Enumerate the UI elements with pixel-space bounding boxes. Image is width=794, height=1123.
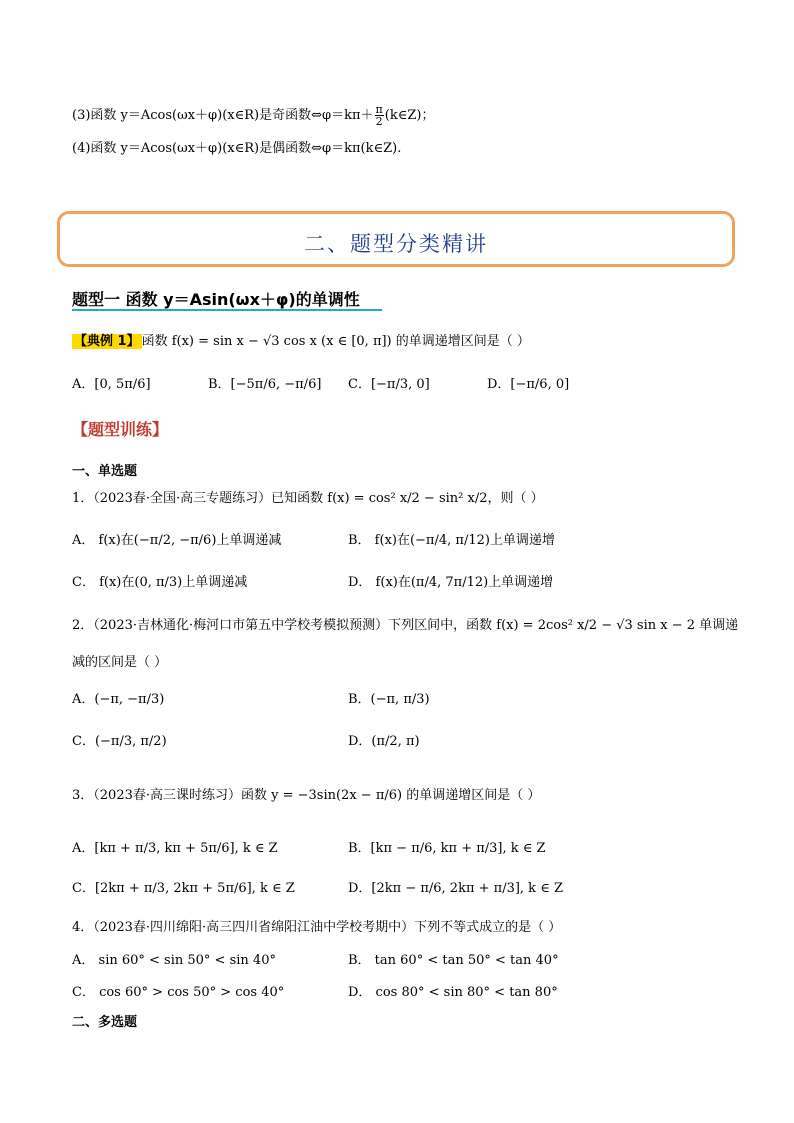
question-4-option-c: C． cos 60° > cos 50° > cos 40° [72,985,285,1000]
question-3-option-c: C．[2kπ + π/3, 2kπ + 5π/6], k ∈ Z [72,881,295,896]
property-line-3: (3)函数 y＝Acos(ωx＋φ)(x∈R)是奇函数⇔φ＝kπ＋ $\frac{\pi}{2}$ (k∈Z)； [72,103,435,128]
question-3-stem: 3．（2023春·高三课时练习）函数 y = −3sin(2x − π/6) 的单调递增区间是（ ） [72,788,541,803]
question-3-option-b: B．[kπ − π/6, kπ + π/3], k ∈ Z [348,841,546,856]
question-1-option-c: C． f(x)在(0, π/3)上单调递减 [72,575,248,590]
type-heading-underline [72,309,382,311]
single-choice-label: 一、单选题 [72,464,138,479]
question-1-stem: 1．（2023春·全国·高三专题练习）已知函数 f(x) = cos² x/2 − sin² x/2，则（ ） [72,491,544,506]
multi-choice-label: 二、多选题 [72,1015,138,1030]
question-2-option-b: B．(−π, π/3) [348,692,430,707]
example-1-stem: 【典例 1】 函数 f(x) = sin x − √3 cos x (x ∈ [0, π]) 的单调递增区间是（ ） [74,334,530,349]
question-2-stem-line-2: 减的区间是（ ） [72,655,168,670]
example-tag: 【典例 1】 [74,334,140,349]
training-label: 【题型训练】 [72,420,169,439]
question-4-stem: 4．（2023春·四川绵阳·高三四川省绵阳江油中学校考期中）下列不等式成立的是（ ） [72,920,562,935]
question-4-option-a: A． sin 60° < sin 50° < sin 40° [72,953,276,968]
question-2-option-c: C．(−π/3, π/2) [72,734,167,749]
example-1-option-c: C．[−π/3, 0] [348,377,430,392]
question-1-option-b: B． f(x)在(−π/4, π/12)上单调递增 [348,533,555,548]
property-line-4: (4)函数 y＝Acos(ωx＋φ)(x∈R)是偶函数⇔φ＝kπ(k∈Z). [72,141,402,156]
question-1-option-d: D． f(x)在(π/4, 7π/12)上单调递增 [348,575,554,590]
question-2-option-a: A．(−π, −π/3) [72,692,165,707]
type-heading: 题型一 函数 y＝Asin(ωx＋φ)的单调性 [72,290,360,309]
pi-over-2-fraction: $\frac{\pi}{2}$ [375,103,383,128]
question-1-option-a: A． f(x)在(−π/2, −π/6)上单调递减 [72,533,282,548]
question-3-option-d: D．[2kπ − π/6, 2kπ + π/3], k ∈ Z [348,881,563,896]
section-title: 二、题型分类精讲 [304,232,488,256]
question-3-option-a: A．[kπ + π/3, kπ + 5π/6], k ∈ Z [72,841,278,856]
question-2-stem-line-1: 2．（2023·吉林通化·梅河口市第五中学校考模拟预测）下列区间中，函数 f(x) = 2cos² x/2 − √3 sin x − 2 单调递 [72,618,739,633]
section-header-box [57,211,735,267]
question-4-option-d: D． cos 80° < sin 80° < tan 80° [348,985,558,1000]
question-4-option-b: B． tan 60° < tan 50° < tan 40° [348,953,559,968]
example-1-option-a: A．[0, 5π/6] [72,377,151,392]
example-1-option-b: B．[−5π/6, −π/6] [208,377,322,392]
question-2-option-d: D．(π/2, π) [348,734,420,749]
example-1-option-d: D．[−π/6, 0] [487,377,570,392]
